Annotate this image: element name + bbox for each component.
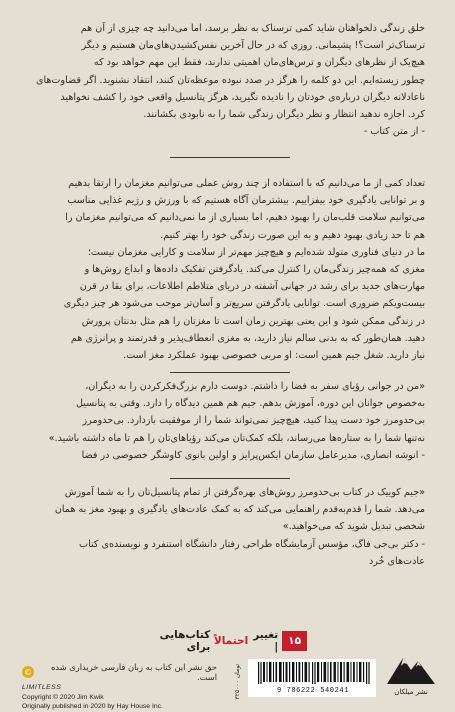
publisher-name: نشر میلکان (394, 688, 428, 696)
body-line: نیاز دارید. شغل جیم همین است: او مربی خصوصی بهبود عملکرد مغز است. (123, 350, 425, 362)
body-line: مغزی که همه‌چیز زندگی‌مان را کنترل می‌کند. یادگرفتن تفکیک داده‌ها و ابداع روش‌ها و (84, 264, 425, 276)
body-line: بیست‌ویکم ضروری است. توانایی یادگرفتن سریع‌تر و آسان‌تر موجب می‌شود هر چیز دیگری (63, 298, 425, 310)
copyright-line: Copyright © 2020 Jim Kwik (22, 693, 104, 701)
intro-line: خلق زندگی دلخواهتان شاید کمی ترسناک به نظر برسد، اما می‌دانید چه چیزی از آن هم (80, 23, 425, 34)
quote-line: شخصی تبدیل شوید که می‌خواهید.» (282, 521, 425, 533)
english-credits (22, 683, 163, 712)
body-line: هم تا حد زیادی بهبود دهیم و به این صورت زندگی خود را بهتر کنیم. (160, 229, 425, 241)
main-description (30, 175, 425, 364)
body-line: تعداد کمی از ما می‌دانیم که با استفاده از چند روش عملی می‌توانیم مغزمان را ارتقا بدهیم (68, 178, 425, 189)
intro-source: - از متن کتاب - (363, 126, 425, 138)
body-line: مهارت‌های جدید برای رشد در جهانی آشفته در دریای متلاطم اطلاعات، برای بقا در قرن (79, 281, 425, 293)
publication-line: Originally published in 2020 by Hay House Inc. (22, 703, 163, 711)
rights-notice (22, 662, 217, 682)
barcode-icon (258, 662, 370, 684)
series-number: ۱۵ (282, 631, 307, 651)
series-badge (147, 631, 307, 651)
quote-attribution: - انوشه انصاری، مدیرعامل سازمان ایکس‌پرایز و اولین بانوی کاوشگر خصوصی در فضا (81, 449, 425, 461)
quote-line: بی‌حدومرز خود دست پیدا کنید، هیچ‌چیز نمی‌تواند شما را از موفقیت بازدارد. بی‌حدومرز (82, 415, 425, 427)
intro-excerpt (30, 20, 425, 140)
body-line: ما در دنیای فناوری متولد شده‌ایم و هیچ‌چیز مهم‌تر از سلامت و کارایی مغزمان نیست؛ (87, 246, 425, 258)
divider-3 (170, 478, 290, 479)
body-line: در زندگی ممکن شود و این یعنی بهترین زمان است تا مغزتان را هم مثل بدنتان پرورش (81, 315, 425, 327)
intro-line: ناعادلانه دیگران درباره‌ی خودتان را نادیده نگیرید، هرگز پتانسیل واقعی خود را کشف نخواهید (60, 91, 425, 103)
intro-line: چطور زیسته‌ایم. این دو کلمه را هرگز در صدد نبوده موعظه‌تان کنند، انتقاد نشنوید. اگر قضاوت‌های (35, 74, 425, 86)
intro-line: ترسناک‌تر است؟! پشیمانی. روزی که در حال آخرین نفس‌کشیدن‌های‌مان هستیم و دیگر (81, 40, 425, 52)
isbn-barcode (248, 659, 376, 697)
series-suffix: تغییر | (253, 629, 279, 653)
mountain-logo-icon (385, 652, 437, 686)
divider-2 (170, 372, 290, 373)
body-line: دهید. همان‌طور که به بدنی سالم نیاز دارید، به مغزی انعطاف‌پذیر و قدرتمند و پرانرژی هم (70, 332, 425, 344)
series-highlight: احتمالاً (213, 635, 249, 647)
body-line: و بر توانایی یادگیری خود بیفزاییم. بیشترمان آگاه هستیم که با ورزش و رژیم غذایی مناسب (67, 195, 425, 207)
isbn-number: 9 786222 540241 (276, 687, 349, 695)
quote-line: «من در جوانی رؤیای سفر به فضا را داشتم. دوست دارم بزرگ‌فکرکردن را به دیگران، (85, 381, 425, 392)
original-title: LIMITLESS (22, 684, 62, 691)
quote-line: «جیم کوییک در کتاب بی‌حدومرز روش‌های بهره‌گرفتن از تمام پتانسیل‌تان را به شما آموزش (64, 487, 425, 498)
intro-line: هیچ‌یک از نظرهای دیگران و ترس‌های‌مان اهمیتی ندارند، فقط این مهم خواهد بود که (93, 57, 425, 69)
quote-line: نه‌تنها شما را به ستاره‌ها می‌رساند، بلکه کمک‌تان می‌کند رؤیاهای‌تان را هم تا ماه داشته باشید.» (48, 432, 425, 444)
copyright-icon: © (24, 667, 32, 677)
quote-line: می‌دهد. شما را قدم‌به‌قدم راهنمایی می‌کند که به کمک عادت‌های یادگیری و بهبود مغز به همان (54, 504, 425, 516)
publisher-logo (385, 652, 437, 698)
price-label: ۳۲۵۰۰۰ تومان (234, 664, 241, 700)
testimonial-ansari (30, 378, 425, 464)
series-prefix: کتاب‌هایی برای (159, 629, 211, 653)
divider-1 (170, 157, 290, 158)
intro-line: کرد. اجازه ندهید انتظار و نظر دیگران زندگی شما را به نابودی بکشانند. (143, 109, 425, 121)
quote-attribution-book: عادت‌های خُرد (369, 555, 425, 567)
quote-attribution: - دکتر بی‌جی فاگ، مؤسس آزمایشگاه طراحی رفتار دانشگاه استنفرد و نویسنده‌ی کتاب (79, 538, 425, 550)
body-line: می‌توانیم سلامت قلب‌مان را بهبود دهیم، اما بسیاری از ما نمی‌دانیم که می‌توانیم مغزمان را (65, 212, 425, 224)
rights-text: حق نشر این کتاب به زبان فارسی خریداری شده است. (50, 662, 217, 682)
testimonial-fogg (30, 484, 425, 570)
quote-line: به‌خصوص جوانان این دوره، آموزش بدهم. جیم هم همین دیدگاه را دارد. وقتی به پتانسیل (75, 398, 425, 410)
